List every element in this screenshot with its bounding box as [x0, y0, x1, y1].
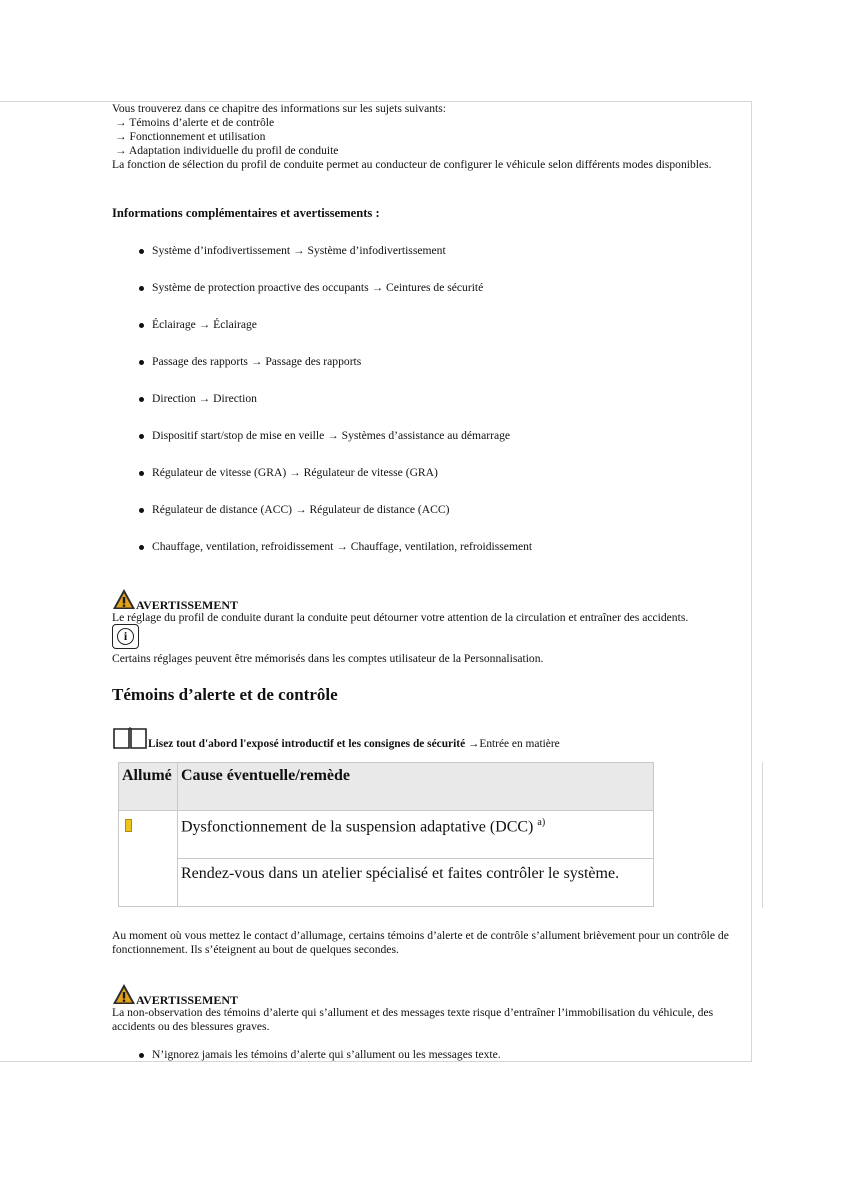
additional-info-list: [112, 244, 532, 577]
cause-text: Dysfonctionnement de la suspension adaptative (DCC): [181, 818, 538, 836]
warning-triangle-icon: [112, 588, 136, 610]
frame-right-border: [751, 101, 752, 1062]
warning-bullet: N’ignorez jamais les témoins d’alerte qui s’allument ou les messages texte.: [112, 1048, 501, 1061]
list-item[interactable]: Passage des rapports → Passage des rapports: [112, 355, 532, 392]
list-item[interactable]: Dispositif start/stop de mise en veille → Systèmes d’assistance au démarrage: [112, 429, 532, 466]
cause-cell: [178, 811, 654, 859]
warning-text: La non-observation des témoins d’alerte qui s’allument et des messages texte risque d’entraîner l’immobilisation du véhicule, des accidents ou des blessures graves.: [112, 1006, 714, 1033]
frame-bottom-border: [0, 1061, 752, 1062]
read-first-bold: Lisez tout d'abord l'exposé introductif et les consignes de sécurité: [148, 738, 466, 750]
note-text: Certains réglages peuvent être mémorisés dans les comptes utilisateur de la Personnalisation.: [112, 652, 544, 665]
list-item[interactable]: Chauffage, ventilation, refroidissement → Chauffage, ventilation, refroidissement: [112, 540, 532, 577]
warning-title: AVERTISSEMENT: [136, 993, 239, 1007]
open-book-icon: [112, 726, 148, 750]
topic-link-adaptation[interactable]: → Adaptation individuelle du profil de conduite: [115, 144, 339, 157]
ignition-paragraph: Au moment où vous mettez le contact d’allumage, certains témoins d’alerte et de contrôle s’allument brièvement pour un contrôle de fonctionnement. Ils s’éteignent au bout de quelques secondes.: [112, 929, 729, 956]
section-title: Témoins d’alerte et de contrôle: [112, 685, 338, 704]
warning-block-2: [112, 982, 752, 1034]
column-header-cause: Cause éventuelle/remède: [178, 763, 654, 811]
warning-title-row: [112, 587, 752, 612]
warning-triangle-icon: [112, 983, 136, 1005]
warning-title-row: [112, 982, 752, 1007]
remedy-cell: Rendez-vous dans un atelier spécialisé et faites contrôler le système.: [178, 859, 654, 907]
list-item[interactable]: Système d’infodivertissement → Système d’infodivertissement: [112, 244, 532, 281]
table-row: [119, 859, 654, 907]
warning-lamp-icon: [125, 819, 132, 832]
footnote-marker: a): [537, 817, 546, 828]
topic-link-temoins[interactable]: → Témoins d’alerte et de contrôle: [115, 116, 275, 129]
list-item[interactable]: Éclairage → Éclairage: [112, 318, 532, 355]
list-item[interactable]: Système de protection proactive des occupants → Ceintures de sécurité: [112, 281, 532, 318]
warning-text: Le réglage du profil de conduite durant la conduite peut détourner votre attention de la circulation et entraîner des accidents.: [112, 611, 689, 624]
intro-block: [112, 102, 732, 172]
warning-lamp-table: [118, 762, 654, 907]
topic-link-fonctionnement[interactable]: → Fonctionnement et utilisation: [115, 130, 266, 143]
column-header-allume: Allumé: [119, 763, 178, 811]
frame-right-border-secondary: [762, 762, 763, 908]
lamp-cell: [119, 811, 178, 907]
warning-block-1: [112, 587, 752, 625]
list-item[interactable]: Régulateur de vitesse (GRA) → Régulateur de vitesse (GRA): [112, 466, 532, 503]
additional-info-heading: Informations complémentaires et avertissements :: [112, 206, 380, 220]
info-icon: i: [112, 624, 139, 649]
list-item[interactable]: Régulateur de distance (ACC) → Régulateur de distance (ACC): [112, 503, 532, 540]
warning-title: AVERTISSEMENT: [136, 598, 239, 612]
intro-description: La fonction de sélection du profil de conduite permet au conducteur de configurer le véhicule selon différents modes disponibles.: [112, 158, 712, 171]
read-first-link[interactable]: →Entrée en matière: [465, 738, 560, 750]
list-item[interactable]: Direction → Direction: [112, 392, 532, 429]
intro-line: Vous trouverez dans ce chapitre des informations sur les sujets suivants:: [112, 102, 446, 115]
table-row: [119, 811, 654, 859]
table-header-row: [119, 763, 654, 811]
